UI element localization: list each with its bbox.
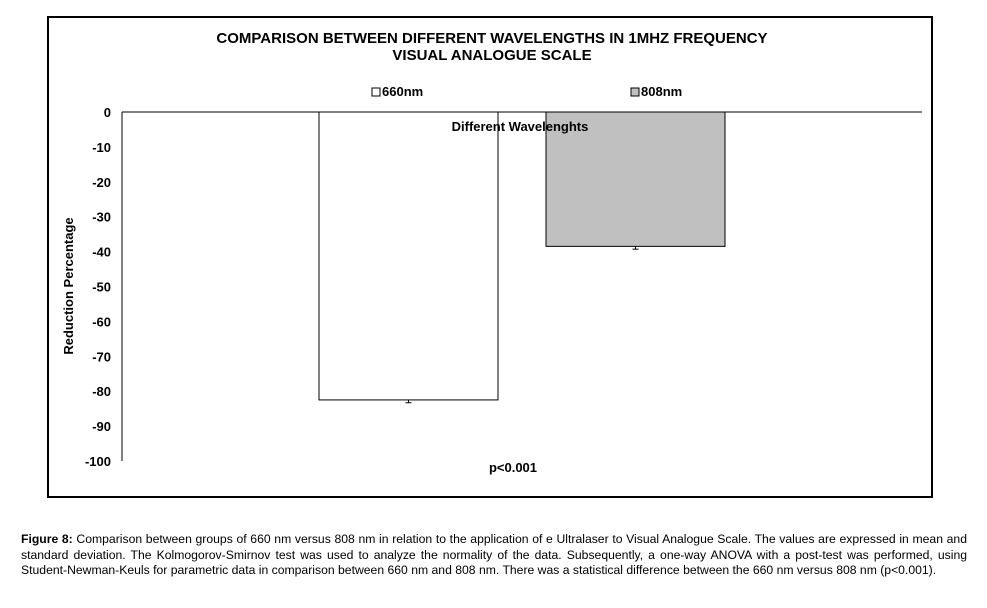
bar-chart (49, 18, 931, 496)
y-tick-label: -20 (92, 174, 111, 190)
p-value-annotation: p<0.001 (488, 460, 538, 475)
legend (372, 84, 682, 99)
bar-660nm (319, 112, 498, 400)
y-tick-label: -30 (92, 209, 111, 225)
y-tick-label: -40 (92, 244, 111, 260)
y-tick-label: 0 (103, 105, 111, 120)
y-tick-label: -80 (92, 384, 111, 400)
y-tick-label: -90 (92, 419, 111, 435)
chart-title: COMPARISON BETWEEN DIFFERENT WAVELENGTHS IN 1MHZ FREQUENCY (216, 30, 768, 47)
x-axis-label: Different Wavelenghts (451, 119, 589, 134)
y-axis-label: Reduction Percentage (61, 217, 76, 355)
legend-swatch-808nm (631, 88, 639, 96)
chart-frame (47, 16, 933, 498)
y-tick-label: -50 (92, 279, 111, 295)
legend-label-660nm: 660nm (382, 84, 424, 99)
y-tick-label: -100 (84, 454, 111, 469)
y-tick-label: -70 (92, 349, 111, 365)
legend-label-808nm: 808nm (641, 84, 683, 99)
y-tick-label: -60 (92, 314, 111, 330)
y-axis-ticks (85, 105, 111, 469)
figure-caption (21, 532, 967, 579)
bars (319, 112, 725, 403)
y-tick-label: -10 (92, 139, 111, 155)
chart-subtitle: VISUAL ANALOGUE SCALE (392, 47, 592, 64)
caption-label: Figure 8: (21, 532, 73, 546)
legend-swatch-660nm (372, 88, 380, 96)
caption-text: Comparison between groups of 660 nm versus 808 nm in relation to the application of e Ultralaser to Visual Analogue Scale. The values are expressed in mean and standard deviation. The Kolmogorov-Smirnov test was used to analyze the normality of the data. Subsequently, a one-way ANOVA with a post-test was performed, using Student-Newman-Keuls for parametric data in comparison between 660 nm and 808 nm. There was a statistical difference between the 660 nm versus 808 nm (p<0.001). (21, 532, 967, 578)
